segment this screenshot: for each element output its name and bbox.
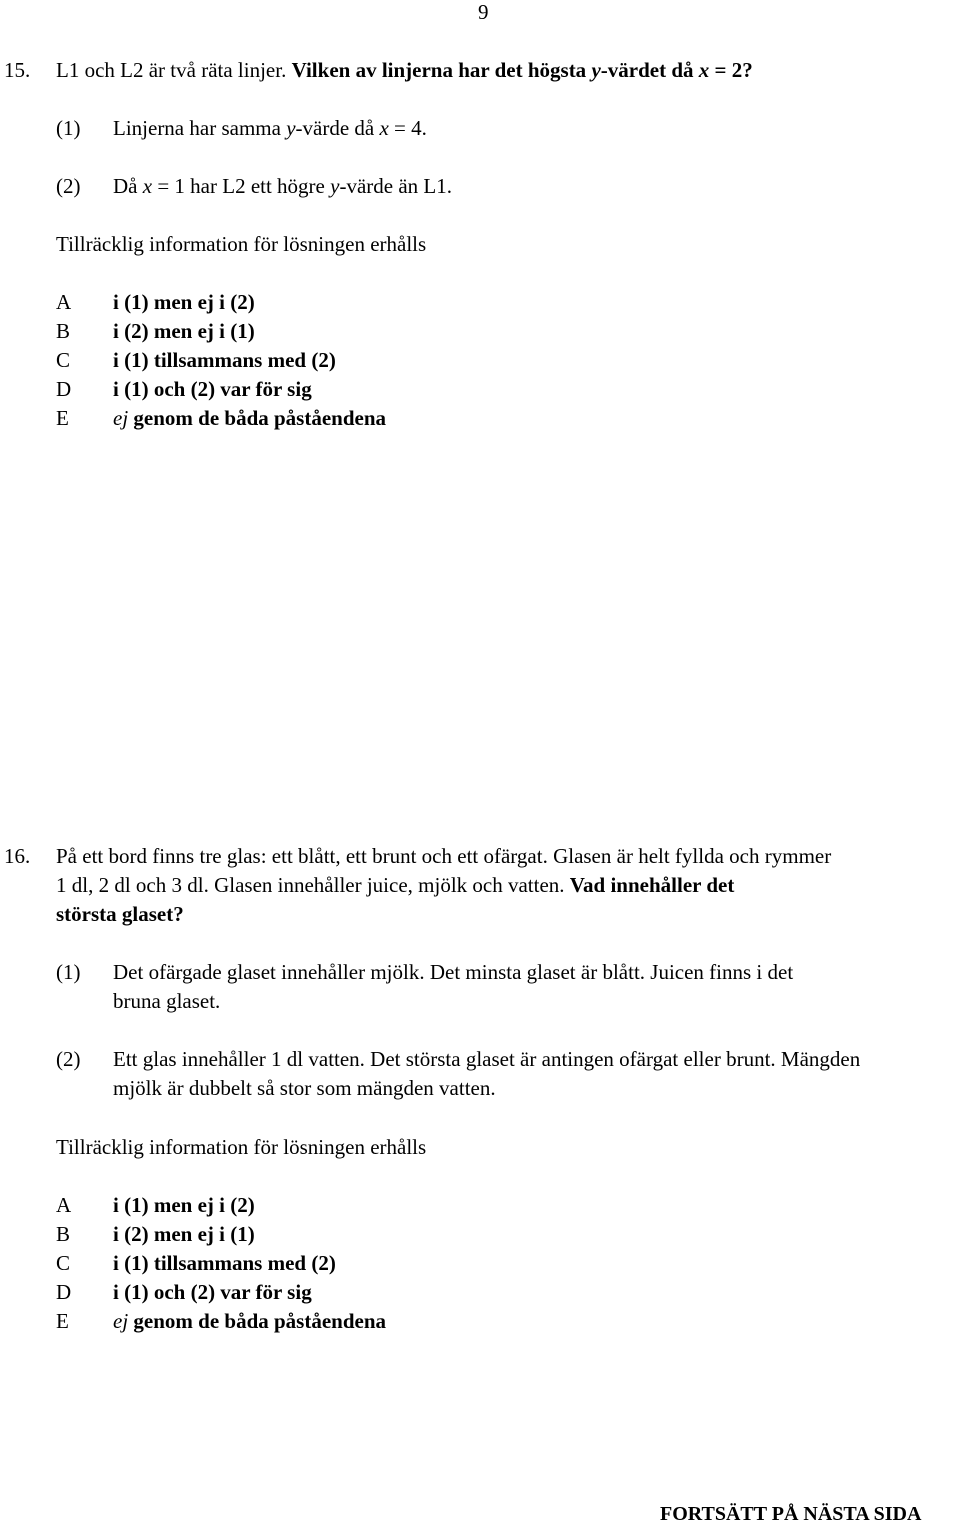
question-stem-line-3: största glaset? xyxy=(56,902,184,926)
statement-1-line-2: bruna glaset. xyxy=(113,989,221,1013)
option-letter-d: D xyxy=(56,1280,72,1304)
continue-footer: FORTSÄTT PÅ NÄSTA SIDA xyxy=(660,1503,922,1525)
option-letter-e: E xyxy=(56,406,69,430)
question-number: 16. xyxy=(4,844,31,868)
statement-2: Då x = 1 har L2 ett högre y-värde än L1. xyxy=(113,174,452,198)
option-d: i (1) och (2) var för sig xyxy=(113,1280,312,1304)
sufficiency-prompt: Tillräcklig information för lösningen erhålls xyxy=(56,232,427,256)
stem-question: Vilken av linjerna har det högsta y-värdet då x = 2? xyxy=(291,58,753,82)
statement-1: Linjerna har samma y-värde då x = 4. xyxy=(113,116,427,140)
statement-2-line-1: Ett glas innehåller 1 dl vatten. Det största glaset är antingen ofärgat eller brunt. Mängden xyxy=(113,1047,861,1071)
option-e: ej genom de båda påståendena xyxy=(113,1309,387,1333)
statement-number: (2) xyxy=(56,1047,81,1071)
statement-1-line-1: Det ofärgade glaset innehåller mjölk. Det minsta glaset är blått. Juicen finns i det xyxy=(113,960,794,984)
page-number: 9 xyxy=(478,0,489,24)
option-letter-a: A xyxy=(56,290,72,314)
question-stem-line-1: På ett bord finns tre glas: ett blått, ett brunt och ett ofärgat. Glasen är helt fyllda och rymmer xyxy=(56,844,832,868)
stem-text: L1 och L2 är två räta linjer. xyxy=(56,58,287,82)
statement-number: (1) xyxy=(56,116,81,140)
option-letter-c: C xyxy=(56,348,71,372)
sufficiency-prompt: Tillräcklig information för lösningen erhålls xyxy=(56,1135,427,1159)
option-b: i (2) men ej i (1) xyxy=(113,319,255,343)
option-letter-b: B xyxy=(56,319,71,343)
option-c: i (1) tillsammans med (2) xyxy=(113,348,336,372)
question-stem xyxy=(56,56,753,85)
option-e: ej genom de båda påståendena xyxy=(113,406,387,430)
option-b: i (2) men ej i (1) xyxy=(113,1222,255,1246)
option-a: i (1) men ej i (2) xyxy=(113,290,255,314)
question-number: 15. xyxy=(4,58,31,82)
option-c: i (1) tillsammans med (2) xyxy=(113,1251,336,1275)
option-letter-b: B xyxy=(56,1222,71,1246)
question-stem-line-2: 1 dl, 2 dl och 3 dl. Glasen innehåller juice, mjölk och vatten. Vad innehåller det xyxy=(56,873,735,897)
option-a: i (1) men ej i (2) xyxy=(113,1193,255,1217)
statement-number: (1) xyxy=(56,960,81,984)
option-letter-a: A xyxy=(56,1193,72,1217)
statement-2-line-2: mjölk är dubbelt så stor som mängden vatten. xyxy=(113,1076,496,1100)
option-d: i (1) och (2) var för sig xyxy=(113,377,312,401)
option-letter-e: E xyxy=(56,1309,69,1333)
option-letter-c: C xyxy=(56,1251,71,1275)
option-letter-d: D xyxy=(56,377,72,401)
statement-number: (2) xyxy=(56,174,81,198)
